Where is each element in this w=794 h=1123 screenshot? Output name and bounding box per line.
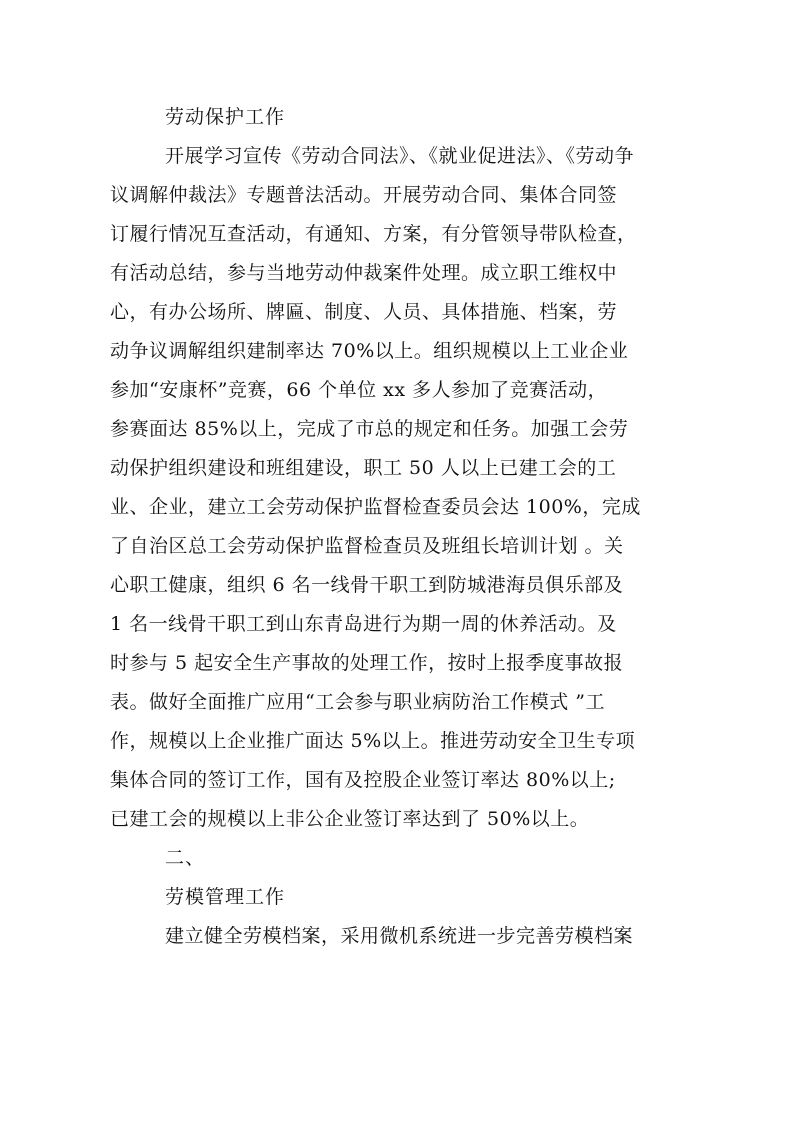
section-heading-model-worker: 劳模管理工作 <box>165 886 286 908</box>
paragraph-line: 表。做好全面推广应用“工会参与职业病防治工作模式 ”工 <box>110 691 605 713</box>
paragraph-line: 1 名一线骨干职工到山东青岛进行为期一周的休养活动。及 <box>110 613 617 635</box>
paragraph-line: 参加“安康杯”竞赛，66 个单位 xx 多人参加了竞赛活动， <box>110 379 608 401</box>
paragraph-model-worker <box>110 917 688 956</box>
paragraph-labor-protection <box>110 137 688 839</box>
paragraph-line: 有活动总结，参与当地劳动仲裁案件处理。成立职工维权中 <box>110 262 618 284</box>
document-body <box>110 98 688 956</box>
paragraph-line: 时参与 5 起安全生产事故的处理工作，按时上报季度事故报 <box>110 652 624 674</box>
paragraph-line: 建立健全劳模档案，采用微机系统进一步完善劳模档案 <box>165 925 634 947</box>
paragraph-line: 开展学习宣传《劳动合同法》、《就业促进法》、《劳动争 <box>165 145 635 167</box>
paragraph-line: 动保护组织建设和班组建设，职工 50 人以上已建工会的工 <box>110 457 617 479</box>
paragraph-line: 业、企业，建立工会劳动保护监督检查委员会达 100%，完成 <box>110 496 641 518</box>
paragraph-line: 订履行情况互查活动，有通知、方案，有分管领导带队检查， <box>110 223 637 245</box>
section-number: 二、 <box>165 847 206 869</box>
paragraph-line: 集体合同的签订工作，国有及控股企业签订率达 80%以上; <box>110 769 616 791</box>
paragraph-line: 作，规模以上企业推广面达 5%以上。推进劳动安全卫生专项 <box>110 730 636 752</box>
paragraph-line: 已建工会的规模以上非公企业签订率达到了 50%以上。 <box>110 808 590 830</box>
paragraph-line: 参赛面达 85%以上，完成了市总的规定和任务。加强工会劳 <box>110 418 629 440</box>
paragraph-line: 动争议调解组织建制率达 70%以上。组织规模以上工业企业 <box>110 340 629 362</box>
paragraph-line: 心职工健康，组织 6 名一线骨干职工到防城港海员俱乐部及 <box>110 574 624 596</box>
paragraph-line: 心，有办公场所、牌匾、制度、人员、具体措施、档案，劳 <box>110 301 618 323</box>
paragraph-line: 了自治区总工会劳动保护监督检查员及班组长培训计划 。关 <box>110 535 624 557</box>
section-heading-labor-protection: 劳动保护工作 <box>165 106 286 128</box>
paragraph-line: 议调解仲裁法》专题普法活动。开展劳动合同、集体合同签 <box>110 184 618 206</box>
